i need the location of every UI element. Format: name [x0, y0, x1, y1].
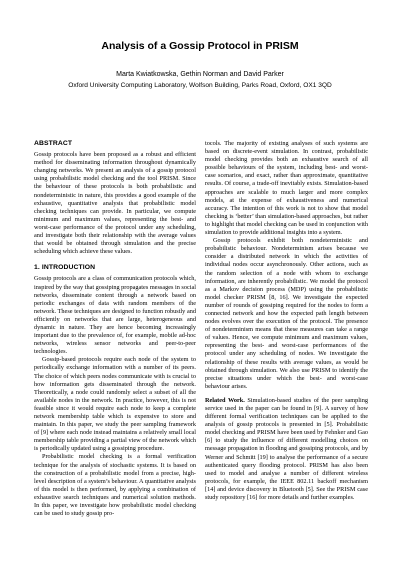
intro-paragraph: Gossip protocols are a class of communication protocols which, inspired by the way that gossiping propagates messages in social networks, disseminate content through a network based on periodic exchanges of data with random members of the network. These techniques are designed to function robustly and efficiently on networks that are large, heterogeneous and dynamic in nature. They are hence becoming increasingly important due to the prevalence of, for example, mobile ad-hoc networks, wireless sensor networks and peer-to-peer technologies.: [34, 275, 196, 356]
author-list: Marta Kwiatkowska, Gethin Norman and David Parker: [116, 71, 284, 78]
related-work-text: Simulation-based studies of the peer sampling service used in the paper can be found in [9]. A survey of how different formal verification techniques can be applied to the analysis of gossip protocols is presented in [5]. Probabilistic model checking and PRISM have been used by Fehnker and Gao [6] to study the influence of different modelling choices on message propagation in flooding and gossiping protocols, and by Werner and Schmitt [19] to analyse the performance of a secure authenticated query flooding protocol. PRISM has also been used to model and analyse a number of different wireless protocols, for example, the IEEE 802.11 backoff mechanism [14] and device discovery in Bluetooth [5]. See the PRISM case study repository [16] for more details and further examples.: [205, 396, 368, 502]
abstract-text: Gossip protocols have been proposed as a robust and efficient method for disseminating information throughout dynamically changing networks. We present an analysis of a gossip protocol using probabilistic model checking and the tool PRISM. Since the behaviour of these protocols is both probabilistic and nondeterministic in nature, this provides a good example of the exhaustive, quantitative analysis that probabilistic model checking techniques can provide. In particular, we compute minimum and maximum values, representing the best- and worst-case performance of the protocol under any scheduling, and investigate both their relationship with the average values that would be obtained through simulation and the precise scheduling which achieve these values.: [34, 151, 196, 256]
intro-paragraph: Gossip-based protocols require each node of the system to periodically exchange information with a number of its peers. The choice of which peers nodes communicate with is crucial to how information gets disseminated through the network. Theoretically, a node could randomly select a subset of all the available nodes in the network. In practice, however, this is not feasible since it would require each node to keep a complete network membership table which is expensive to store and maintain. In this paper, we study the peer sampling framework of [9] where each node instead maintains a relatively small local membership table providing a partial view of the network which is periodically updated using a gossiping procedure.: [34, 356, 196, 453]
right-column: [205, 140, 368, 560]
author-affiliation: Oxford University Computing Laboratory, Wolfson Building, Parks Road, Oxford, OX1 3QD: [68, 82, 332, 89]
intro-paragraph: Gossip protocols exhibit both nondeterministic and probabilistic behaviour. Nondeterminism arises because we consider a distributed network in which the activities of individual nodes occur asynchronously. Other actions, such as the random selection of a node with whom to exchange information, are inherently probabilistic. We model the protocol as a Markov decision process (MDP) using the probabilistic model checker PRISM [8, 16]. We investigate the expected number of rounds of gossiping required for the nodes to form a connected network and how the expected path length between nodes evolves over the execution of the protocol. The presence of nondeterminism means that these measures can take a range of values. Hence, we compute minimum and maximum values, representing the best- and worst-case performances of the protocol under any scheduling of nodes. We investigate the relationship of these results with average values, as would be obtained through simulation. We also use PRISM to identify the precise situations under which the best- and worst-case behaviour arises.: [205, 237, 368, 390]
left-column: [34, 140, 196, 560]
intro-paragraph-continued: tocols. The majority of existing analyses of such systems are based on discrete-event simulation. In contrast, probabilistic model checking provides both an exhaustive search of all possible behaviours of the system, including best- and worst-case scenarios, and exact, rather than approximate, quantitative results. Of course, a trade-off inevitably exists. Simulation-based approaches are scalable to much larger and more complex models, at the expense of exhaustiveness and numerical accuracy. The intention of this work is not to show that model checking is ‘better’ than simulation-based approaches, but rather to highlight that model checking can be used in conjunction with simulation to provide additional insights into a system.: [205, 140, 368, 237]
related-work-run-in-heading: Related Work.: [205, 396, 245, 404]
paper-title: Analysis of a Gossip Protocol in PRISM: [101, 40, 299, 52]
introduction-heading: 1. INTRODUCTION: [34, 264, 96, 272]
abstract-heading: ABSTRACT: [34, 140, 73, 147]
intro-paragraph: Probabilistic model checking is a formal verification technique for the analysis of stochastic systems. It is based on the construction of a probabilistic model from a precise, high-level description of a system’s behaviour. A quantitative analysis of this model is then performed, by applying a combination of exhaustive search techniques and numerical solution methods. In this paper, we investigate how probabilistic model checking can be used to study gossip pro-: [34, 453, 196, 518]
related-work-paragraph: [205, 397, 368, 502]
